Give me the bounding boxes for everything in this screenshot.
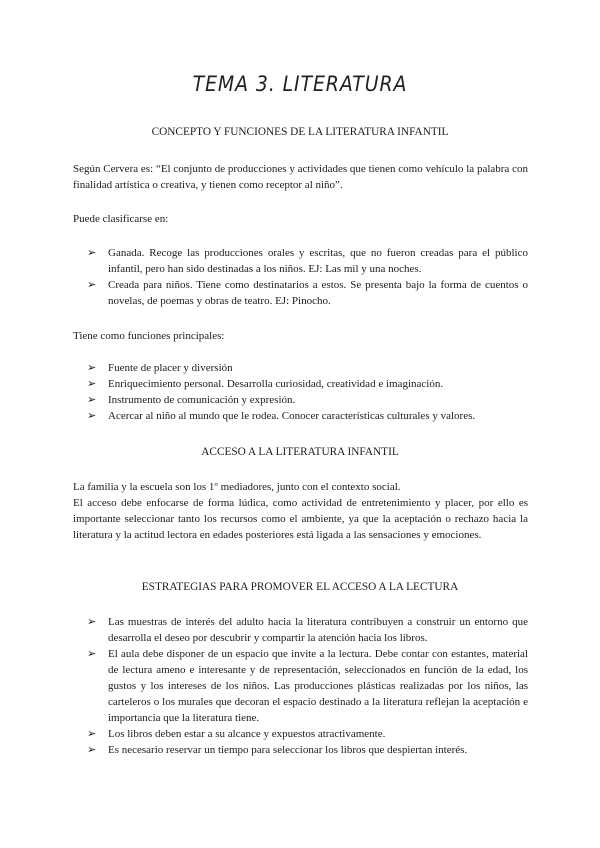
list-item-text: Instrumento de comunicación y expresión. bbox=[108, 394, 296, 406]
list-item bbox=[0, 376, 528, 392]
arrow-bullet-icon: ➢ bbox=[87, 278, 97, 291]
section-heading-estrategias: ESTRATEGIAS PARA PROMOVER EL ACCESO A LA LECTURA bbox=[141, 581, 459, 593]
acceso-paragraph: El acceso debe enfocarse de forma lúdica, como actividad de entretenimiento y placer, por ello es importante seleccionar tanto los recursos como el ambiente, ya que la aceptación o rechazo hacia la literatura y la actitud lectora en edades posteriores está ligada a las sensaciones y emociones. bbox=[73, 497, 528, 541]
list-item-text: Los libros deben estar a su alcance y expuestos atractivamente. bbox=[108, 728, 386, 740]
classify-intro: Puede clasificarse en: bbox=[73, 213, 169, 225]
definition-paragraph: Según Cervera es: “El conjunto de producciones y actividades que tienen como vehículo la palabra con finalidad artística o creativa, y tienen como receptor al niño”. bbox=[73, 163, 528, 191]
arrow-bullet-icon: ➢ bbox=[87, 647, 97, 660]
section-heading-concepto: CONCEPTO Y FUNCIONES DE LA LITERATURA INFANTIL bbox=[151, 126, 449, 138]
functions-intro: Tiene como funciones principales: bbox=[73, 330, 225, 342]
list-item-text: El aula debe disponer de un espacio que invite a la lectura. Debe contar con estantes, material de lectura ameno e interesante y de representación, seleccionados en función de la edad, los gustos y los intereses de los niños. Las producciones plásticas realizadas por los niños, las carteleros o los murales que decoran el espacio destinado a la literatura reflejan la aceptación e importancia que la literatura tiene. bbox=[108, 648, 528, 724]
classify-list bbox=[0, 245, 600, 309]
list-item-text: Es necesario reservar un tiempo para seleccionar los libros que despiertan interés. bbox=[108, 744, 468, 756]
list-item-text: Fuente de placer y diversión bbox=[108, 362, 233, 374]
section-heading-acceso: ACCESO A LA LITERATURA INFANTIL bbox=[201, 446, 399, 458]
page-title: TEMA 3. LITERATURA bbox=[192, 72, 408, 96]
list-item bbox=[0, 646, 528, 726]
list-item-text: Ganada. Recoge las producciones orales y escritas, que no fueron creadas para el público infantil, pero han sido destinadas a los niños. EJ: Las mil y una noches. bbox=[108, 247, 528, 275]
list-item bbox=[0, 614, 528, 646]
list-item bbox=[0, 245, 528, 277]
functions-list bbox=[0, 360, 600, 424]
arrow-bullet-icon: ➢ bbox=[87, 409, 97, 422]
list-item-text: Acercar al niño al mundo que le rodea. Conocer características culturales y valores. bbox=[108, 410, 476, 422]
arrow-bullet-icon: ➢ bbox=[87, 393, 97, 406]
list-item-text: Creada para niños. Tiene como destinatarios a estos. Se presenta bajo la forma de cuentos o novelas, de poemas y obras de teatro. EJ: Pinocho. bbox=[108, 279, 528, 307]
list-item bbox=[0, 726, 528, 742]
estrategias-list bbox=[0, 614, 600, 758]
list-item bbox=[0, 408, 528, 424]
list-item bbox=[0, 277, 528, 309]
arrow-bullet-icon: ➢ bbox=[87, 615, 97, 628]
arrow-bullet-icon: ➢ bbox=[87, 246, 97, 259]
acceso-line: La familia y la escuela son los 1º mediadores, junto con el contexto social. bbox=[73, 481, 401, 493]
list-item bbox=[0, 360, 528, 376]
arrow-bullet-icon: ➢ bbox=[87, 361, 97, 374]
list-item-text: Enriquecimiento personal. Desarrolla curiosidad, creatividad e imaginación. bbox=[108, 378, 444, 390]
list-item bbox=[0, 392, 528, 408]
list-item-text: Las muestras de interés del adulto hacia la literatura contribuyen a construir un entorno que desarrolla el deseo por descubrir y compartir la atención hacia los libros. bbox=[108, 616, 528, 644]
arrow-bullet-icon: ➢ bbox=[87, 727, 97, 740]
arrow-bullet-icon: ➢ bbox=[87, 743, 97, 756]
arrow-bullet-icon: ➢ bbox=[87, 377, 97, 390]
list-item bbox=[0, 742, 528, 758]
